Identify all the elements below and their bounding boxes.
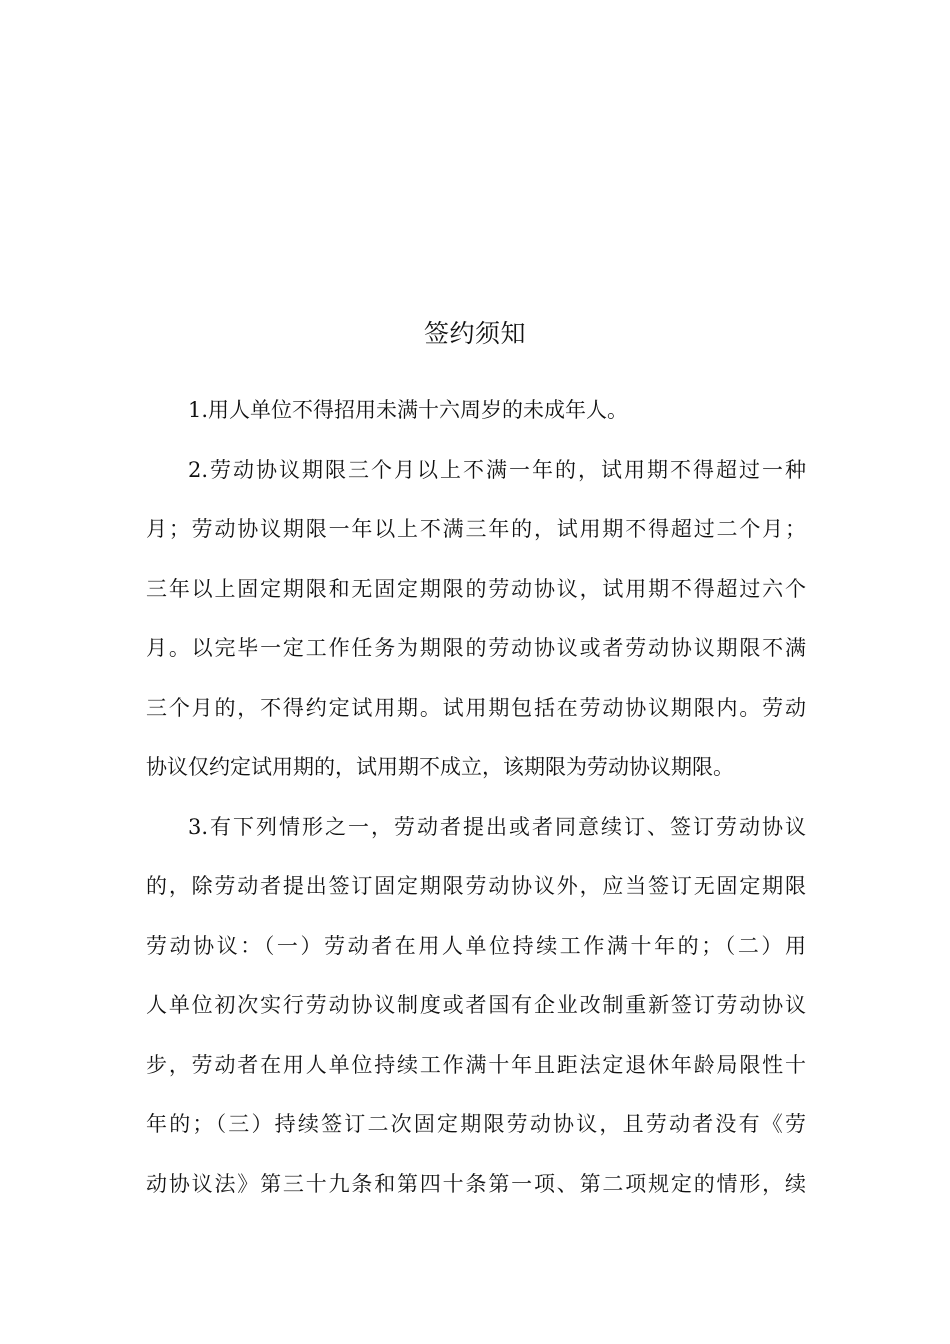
text-line: 1.用人单位不得招用未满十六周岁的未成年人。: [188, 398, 629, 422]
text-line: 3.有下列情形之一，劳动者提出或者同意续订、签订劳动协议: [188, 814, 806, 839]
text-line: 年的；（三）持续签订二次固定期限劳动协议，且劳动者没有《劳: [146, 1112, 806, 1136]
text-line: 步，劳动者在用人单位持续工作满十年且距法定退休年龄局限性十: [146, 1052, 806, 1077]
text-line: 月；劳动协议期限一年以上不满三年的，试用期不得超过二个月；: [146, 517, 806, 541]
document-body: [146, 388, 806, 1221]
text-line: 人单位初次实行劳动协议制度或者国有企业改制重新签订劳动协议: [146, 993, 806, 1017]
text-line: 的，除劳动者提出签订固定期限劳动协议外，应当签订无固定期限: [146, 874, 806, 898]
text-line: 动协议法》第三十九条和第四十条第一项、第二项规定的情形，续: [146, 1171, 806, 1196]
document-title: 签约须知: [423, 319, 526, 348]
text-line: 三年以上固定期限和无固定期限的劳动协议，试用期不得超过六个: [146, 576, 806, 601]
text-line: 协议仅约定试用期的，试用期不成立，该期限为劳动协议期限。: [146, 755, 734, 779]
text-line: 月。以完毕一定工作任务为期限的劳动协议或者劳动协议期限不满: [146, 636, 806, 660]
text-line: 2.劳动协议期限三个月以上不满一年的，试用期不得超过一种: [188, 457, 806, 482]
text-line: 三个月的，不得约定试用期。试用期包括在劳动协议期限内。劳动: [146, 695, 806, 720]
text-line: 劳动协议：（一）劳动者在用人单位持续工作满十年的；（二）用: [146, 933, 806, 958]
